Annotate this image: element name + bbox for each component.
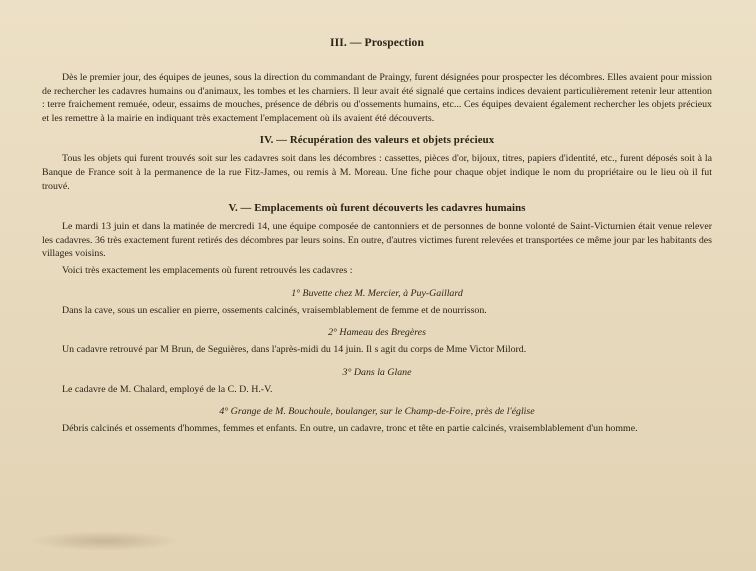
location-4-text: Débris calcinés et ossements d'hommes, femmes et enfants. En outre, un cadavre, tronc et tête en partie calcinés, vraisemblablement d'un homme. [62, 423, 638, 435]
section-4-title: IV. — Récupération des valeurs et objets précieux [259, 134, 495, 147]
location-3-text: Le cadavre de M. Chalard, employé de la C. D. H.-V. [62, 383, 273, 395]
section-5-intro: Voici très exactement les emplacements où furent retrouvés les cadavres : [62, 264, 353, 276]
section-4-paragraph: Tous les objets qui furent trouvés soit sur les cadavres soit dans les décombres : cassettes, pièces d'or, bijoux, titres, papiers d'identité, etc., furent déposés soit à la Banque de France soit à la permanence de la rue Fitz-James, ou remis à M. Moreau. Une fiche pour chaque objet indique le nom du propriétaire ou le lieu où il fut trouvé. [42, 153, 712, 192]
paper-stain [30, 531, 180, 551]
section-5-paragraph: Le mardi 13 juin et dans la matinée de mercredi 14, une équipe composée de cantonniers et de personnes de bonne volonté de Saint-Victurnien était venue relever les cadavres. 36 très exactement furent retirés des décombres par leurs soins. En outre, d'autres victimes furent relevées et transportées ce même jour par les habitants des villages voisins. [42, 221, 712, 260]
section-3-title: III. — Prospection [329, 36, 425, 49]
section-3-paragraph: Dès le premier jour, des équipes de jeunes, sous la direction du commandant de Praingy, furent désignées pour prospecter les décombres. Elles avaient pour mission de rechercher les cadavres humains ou d'animaux, les tombes et les charniers. Il leur avait été signalé que certains indices devaient particulièrement retenir leur attention : terre fraichement remuée, odeur, essaims de mouches, présence de débris ou d'ossements humains, etc... Ces équipes devaient également rechercher les objets précieux et les remettre à la mairie en indiquant très exactement l'emplacement où ils avaient été découverts. [42, 72, 712, 124]
location-4-title: 4° Grange de M. Bouchoule, boulanger, sur le Champ-de-Foire, près de l'église [219, 406, 535, 418]
section-5-title: V. — Emplacements où furent découverts les cadavres humains [228, 202, 526, 215]
location-1-text: Dans la cave, sous un escalier en pierre, ossements calcinés, vraisemblablement de femme et de nourrisson. [62, 304, 487, 316]
location-2-text: Un cadavre retrouvé par M Brun, de Seguières, dans l'après-midi du 14 juin. Il s agit du corps de Mme Victor Milord. [62, 344, 527, 356]
location-3-title: 3° Dans la Glane [342, 366, 412, 378]
location-1-title: 1° Buvette chez M. Mercier, à Puy-Gaillard [291, 287, 463, 299]
location-2-title: 2° Hameau des Bregères [328, 327, 426, 339]
